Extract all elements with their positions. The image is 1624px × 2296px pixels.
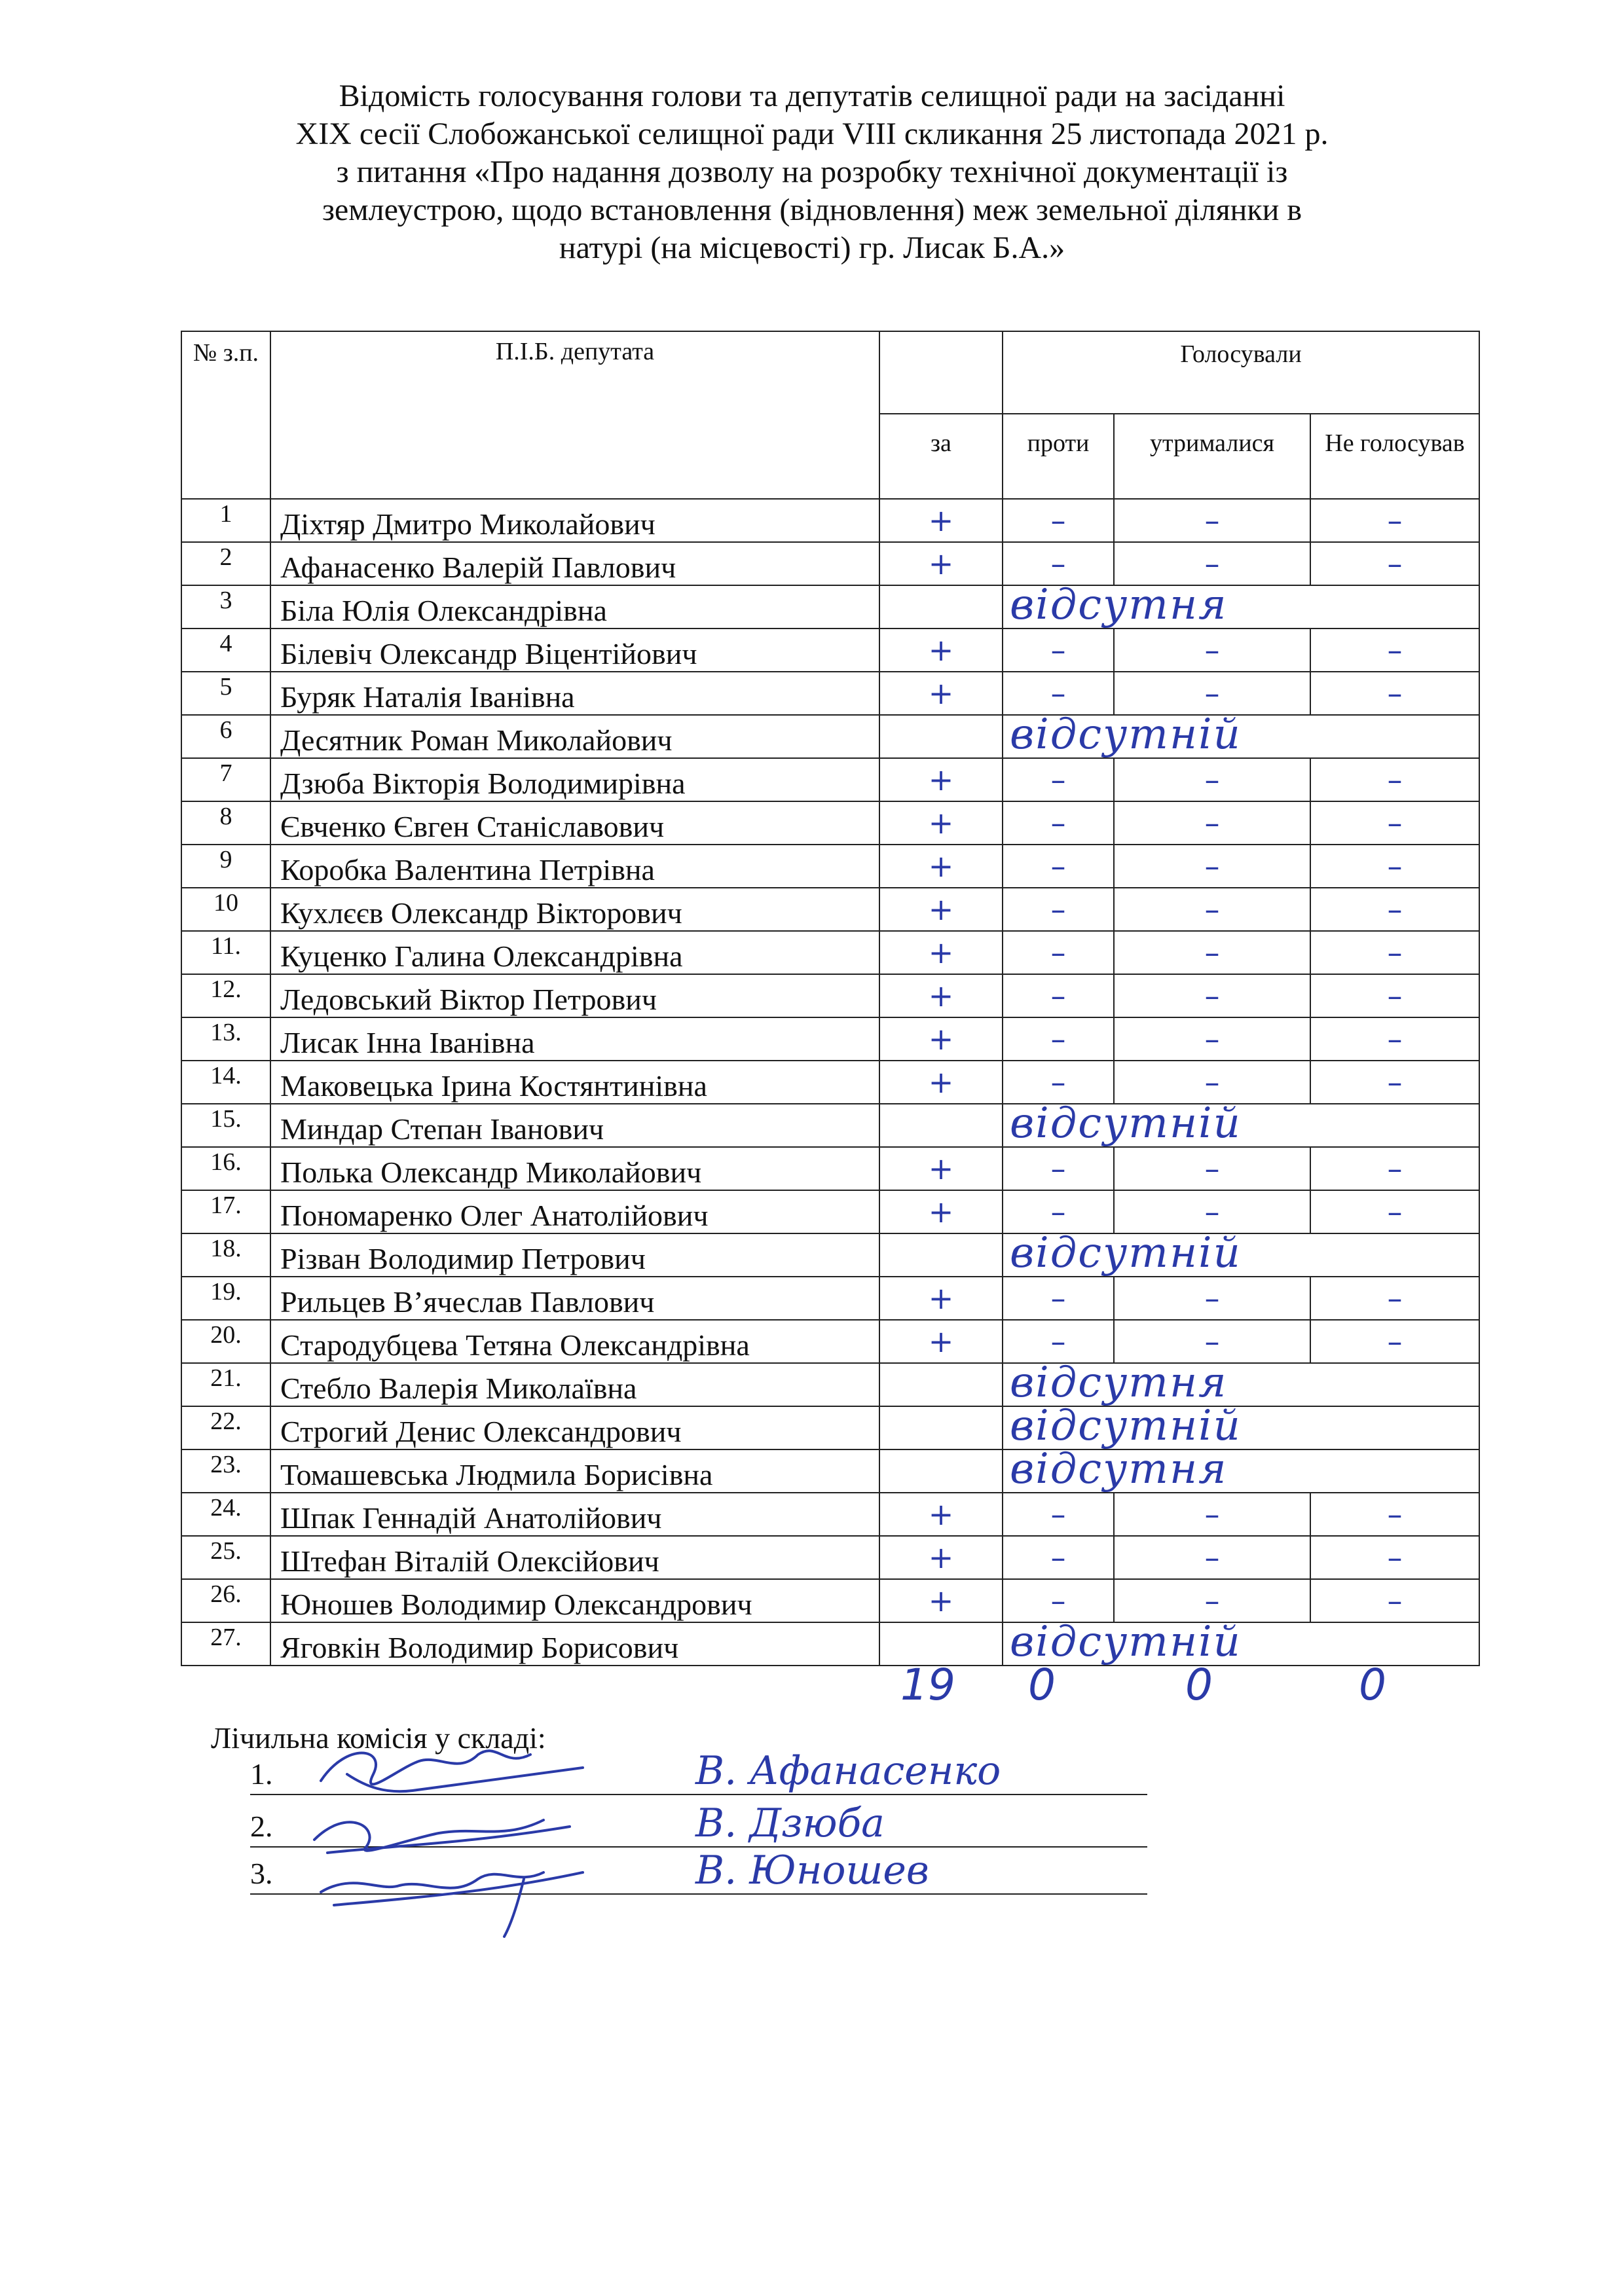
vote-against: – xyxy=(1003,1579,1114,1622)
row-number: 12. xyxy=(181,974,270,1017)
vote-abstained: – xyxy=(1114,542,1310,585)
deputy-name: Юношев Володимир Олександрович xyxy=(270,1579,879,1622)
vote-not-voted: – xyxy=(1310,801,1479,845)
header-name: П.І.Б. депутата xyxy=(270,331,879,499)
row-number: 26. xyxy=(181,1579,270,1622)
deputy-name: Білевіч Олександр Віцентійович xyxy=(270,629,879,672)
row-number: 4 xyxy=(181,629,270,672)
vote-for xyxy=(879,1363,1003,1406)
vote-against: – xyxy=(1003,845,1114,888)
vote-for: + xyxy=(879,931,1003,974)
row-number: 14. xyxy=(181,1061,270,1104)
deputy-name: Пономаренко Олег Анатолійович xyxy=(270,1190,879,1233)
vote-against: – xyxy=(1003,1536,1114,1579)
deputy-name: Штефан Віталій Олексійович xyxy=(270,1536,879,1579)
table-row xyxy=(181,1104,1479,1147)
vote-against: – xyxy=(1003,1190,1114,1233)
header-not-voted: Не голосував xyxy=(1310,414,1479,499)
vote-not-voted: – xyxy=(1310,1493,1479,1536)
deputy-name: Лисак Інна Іванівна xyxy=(270,1017,879,1061)
absent-note: відсутній xyxy=(1010,1618,1242,1666)
row-number: 25. xyxy=(181,1536,270,1579)
vote-abstained: – xyxy=(1114,1061,1310,1104)
row-number: 20. xyxy=(181,1320,270,1363)
deputy-name: Строгий Денис Олександрович xyxy=(270,1406,879,1449)
header-for: за xyxy=(879,414,1003,499)
table-row xyxy=(181,1277,1479,1320)
vote-abstained: – xyxy=(1114,1579,1310,1622)
row-number: 10 xyxy=(181,888,270,931)
vote-abstained: – xyxy=(1114,1277,1310,1320)
row-number: 24. xyxy=(181,1493,270,1536)
table-row xyxy=(181,931,1479,974)
row-number: 1 xyxy=(181,499,270,542)
vote-not-voted: – xyxy=(1310,629,1479,672)
table-row xyxy=(181,1536,1479,1579)
absent-cell xyxy=(1003,1358,1479,1407)
vote-abstained: – xyxy=(1114,845,1310,888)
vote-for: + xyxy=(879,672,1003,715)
member-handwritten-name: В. Афанасенко xyxy=(695,1748,1001,1794)
deputy-name: Стебло Валерія Миколаївна xyxy=(270,1363,879,1406)
vote-for xyxy=(879,1406,1003,1449)
deputy-name: Буряк Наталія Іванівна xyxy=(270,672,879,715)
vote-for: + xyxy=(879,1277,1003,1320)
table-row xyxy=(181,1320,1479,1363)
deputy-name: Шпак Геннадій Анатолійович xyxy=(270,1493,879,1536)
vote-against: – xyxy=(1003,888,1114,931)
table-row xyxy=(181,974,1479,1017)
vote-abstained: – xyxy=(1114,1536,1310,1579)
table-row xyxy=(181,1363,1479,1406)
vote-not-voted: – xyxy=(1310,974,1479,1017)
vote-against: – xyxy=(1003,1147,1114,1190)
absent-note: відсутній xyxy=(1010,1229,1242,1277)
table-row xyxy=(181,1147,1479,1190)
vote-not-voted: – xyxy=(1310,1536,1479,1579)
header-against: проти xyxy=(1003,414,1114,499)
vote-not-voted: – xyxy=(1310,1320,1479,1363)
table-row xyxy=(181,672,1479,715)
signatures-graphic xyxy=(308,1728,596,1938)
row-number: 27. xyxy=(181,1622,270,1666)
table-row xyxy=(181,1190,1479,1233)
vote-abstained: – xyxy=(1114,888,1310,931)
deputy-name: Рильцев В’ячеслав Павлович xyxy=(270,1277,879,1320)
header-blank xyxy=(879,331,1003,414)
row-number: 17. xyxy=(181,1190,270,1233)
vote-abstained: – xyxy=(1114,629,1310,672)
member-number: 3. xyxy=(250,1857,273,1890)
absent-cell xyxy=(1003,710,1479,759)
vote-for: + xyxy=(879,1061,1003,1104)
absent-note: відсутня xyxy=(1010,581,1228,629)
absent-cell xyxy=(1003,1229,1479,1277)
row-number: 2 xyxy=(181,542,270,585)
vote-abstained: – xyxy=(1114,1190,1310,1233)
vote-abstained: – xyxy=(1114,758,1310,801)
vote-abstained: – xyxy=(1114,672,1310,715)
table-row xyxy=(181,1449,1479,1493)
vote-for: + xyxy=(879,629,1003,672)
deputy-name: Яговкін Володимир Борисович xyxy=(270,1622,879,1666)
member-handwritten-name: В. Дзюба xyxy=(695,1800,885,1846)
table-row xyxy=(181,758,1479,801)
vote-not-voted: – xyxy=(1310,1277,1479,1320)
commission-label: Лічильна комісія у складі: xyxy=(211,1721,546,1755)
header-number: № з.п. xyxy=(181,331,270,499)
row-number: 23. xyxy=(181,1449,270,1493)
table-row xyxy=(181,542,1479,585)
vote-for: + xyxy=(879,1579,1003,1622)
header-voted: Голосували xyxy=(1003,331,1479,414)
vote-for xyxy=(879,1104,1003,1147)
vote-for: + xyxy=(879,499,1003,542)
deputy-name: Томашевська Людмила Борисівна xyxy=(270,1449,879,1493)
table-row xyxy=(181,801,1479,845)
deputy-name: Різван Володимир Петрович xyxy=(270,1233,879,1277)
absent-note: відсутній xyxy=(1010,1099,1242,1148)
row-number: 8 xyxy=(181,801,270,845)
vote-abstained: – xyxy=(1114,801,1310,845)
table-row xyxy=(181,845,1479,888)
vote-not-voted: – xyxy=(1310,1190,1479,1233)
row-number: 6 xyxy=(181,715,270,758)
voting-table xyxy=(181,331,1480,1666)
vote-abstained: – xyxy=(1114,1017,1310,1061)
deputy-name: Коробка Валентина Петрівна xyxy=(270,845,879,888)
vote-for: + xyxy=(879,974,1003,1017)
absent-cell xyxy=(1003,1445,1479,1493)
document-title xyxy=(190,77,1434,267)
absent-cell xyxy=(1003,1099,1479,1148)
row-number: 13. xyxy=(181,1017,270,1061)
vote-not-voted: – xyxy=(1310,1017,1479,1061)
absent-note: відсутній xyxy=(1010,710,1242,759)
table-row xyxy=(181,1493,1479,1536)
vote-for xyxy=(879,585,1003,629)
table-row xyxy=(181,629,1479,672)
vote-for: + xyxy=(879,1493,1003,1536)
vote-for: + xyxy=(879,1536,1003,1579)
vote-not-voted: – xyxy=(1310,499,1479,542)
title-line: XIX сесії Слобожанської селищної ради VIII скликання 25 листопада 2021 р. xyxy=(295,117,1329,151)
vote-against: – xyxy=(1003,974,1114,1017)
row-number: 18. xyxy=(181,1233,270,1277)
vote-not-voted: – xyxy=(1310,542,1479,585)
table-row xyxy=(181,499,1479,542)
vote-for: + xyxy=(879,801,1003,845)
vote-not-voted: – xyxy=(1310,1579,1479,1622)
row-number: 5 xyxy=(181,672,270,715)
vote-against: – xyxy=(1003,1277,1114,1320)
row-number: 7 xyxy=(181,758,270,801)
vote-abstained: – xyxy=(1114,1493,1310,1536)
deputy-name: Ледовський Віктор Петрович xyxy=(270,974,879,1017)
absent-cell xyxy=(1003,1618,1479,1666)
vote-abstained: – xyxy=(1114,931,1310,974)
vote-against: – xyxy=(1003,672,1114,715)
vote-for: + xyxy=(879,1017,1003,1061)
member-number: 1. xyxy=(250,1757,273,1791)
vote-for: + xyxy=(879,1147,1003,1190)
row-number: 15. xyxy=(181,1104,270,1147)
deputy-name: Полька Олександр Миколайович xyxy=(270,1147,879,1190)
vote-abstained: – xyxy=(1114,499,1310,542)
title-line: землеустрою, щодо встановлення (відновлення) меж земельної ділянки в xyxy=(322,192,1302,227)
vote-against: – xyxy=(1003,801,1114,845)
vote-for: + xyxy=(879,542,1003,585)
absent-cell xyxy=(1003,581,1479,629)
vote-for: + xyxy=(879,845,1003,888)
vote-for: + xyxy=(879,1190,1003,1233)
vote-against: – xyxy=(1003,1017,1114,1061)
table-row xyxy=(181,715,1479,758)
total-not-voted: 0 xyxy=(1359,1660,1386,1710)
deputy-name: Дзюба Вікторія Володимирівна xyxy=(270,758,879,801)
member-handwritten-name: В. Юношев xyxy=(695,1848,929,1893)
total-for: 19 xyxy=(900,1660,955,1710)
vote-abstained: – xyxy=(1114,974,1310,1017)
row-number: 22. xyxy=(181,1406,270,1449)
deputy-name: Стародубцева Тетяна Олександрівна xyxy=(270,1320,879,1363)
absent-note: відсутня xyxy=(1010,1358,1228,1407)
vote-against: – xyxy=(1003,1320,1114,1363)
vote-against: – xyxy=(1003,542,1114,585)
absent-note: відсутня xyxy=(1010,1445,1228,1493)
absent-note: відсутній xyxy=(1010,1402,1242,1450)
row-number: 16. xyxy=(181,1147,270,1190)
table-row xyxy=(181,1406,1479,1449)
row-number: 19. xyxy=(181,1277,270,1320)
vote-not-voted: – xyxy=(1310,758,1479,801)
deputy-name: Кухлєєв Олександр Вікторович xyxy=(270,888,879,931)
vote-for: + xyxy=(879,758,1003,801)
title-line: натурі (на місцевості) гр. Лисак Б.А.» xyxy=(559,230,1065,265)
deputy-name: Біла Юлія Олександрівна xyxy=(270,585,879,629)
table-row xyxy=(181,1233,1479,1277)
total-against: 0 xyxy=(1028,1660,1056,1710)
title-line: Відомість голосування голови та депутатів селищної ради на засіданні xyxy=(339,79,1285,113)
vote-not-voted: – xyxy=(1310,672,1479,715)
deputy-name: Десятник Роман Миколайович xyxy=(270,715,879,758)
table-row xyxy=(181,1622,1479,1666)
deputy-name: Афанасенко Валерій Павлович xyxy=(270,542,879,585)
deputy-name: Маковецька Ірина Костянтинівна xyxy=(270,1061,879,1104)
vote-not-voted: – xyxy=(1310,931,1479,974)
vote-against: – xyxy=(1003,629,1114,672)
table-row xyxy=(181,1579,1479,1622)
vote-for: + xyxy=(879,1320,1003,1363)
row-number: 11. xyxy=(181,931,270,974)
vote-not-voted: – xyxy=(1310,888,1479,931)
table-row xyxy=(181,1061,1479,1104)
table-row xyxy=(181,585,1479,629)
vote-for xyxy=(879,715,1003,758)
vote-not-voted: – xyxy=(1310,1147,1479,1190)
row-number: 3 xyxy=(181,585,270,629)
header-abstained: утрималися xyxy=(1114,414,1310,499)
total-abstained: 0 xyxy=(1185,1660,1213,1710)
vote-against: – xyxy=(1003,1493,1114,1536)
deputy-name: Миндар Степан Іванович xyxy=(270,1104,879,1147)
deputy-name: Діхтяр Дмитро Миколайович xyxy=(270,499,879,542)
vote-not-voted: – xyxy=(1310,845,1479,888)
absent-cell xyxy=(1003,1402,1479,1450)
vote-for: + xyxy=(879,888,1003,931)
vote-not-voted: – xyxy=(1310,1061,1479,1104)
table-row xyxy=(181,888,1479,931)
vote-against: – xyxy=(1003,758,1114,801)
vote-against: – xyxy=(1003,931,1114,974)
vote-abstained: – xyxy=(1114,1320,1310,1363)
title-line: з питання «Про надання дозволу на розробку технічної документації із xyxy=(336,155,1288,189)
vote-against: – xyxy=(1003,1061,1114,1104)
vote-against: – xyxy=(1003,499,1114,542)
vote-abstained: – xyxy=(1114,1147,1310,1190)
deputy-name: Євченко Євген Станіславович xyxy=(270,801,879,845)
row-number: 21. xyxy=(181,1363,270,1406)
member-number: 2. xyxy=(250,1810,273,1843)
deputy-name: Куценко Галина Олександрівна xyxy=(270,931,879,974)
vote-for xyxy=(879,1449,1003,1493)
table-row xyxy=(181,1017,1479,1061)
row-number: 9 xyxy=(181,845,270,888)
vote-for xyxy=(879,1233,1003,1277)
